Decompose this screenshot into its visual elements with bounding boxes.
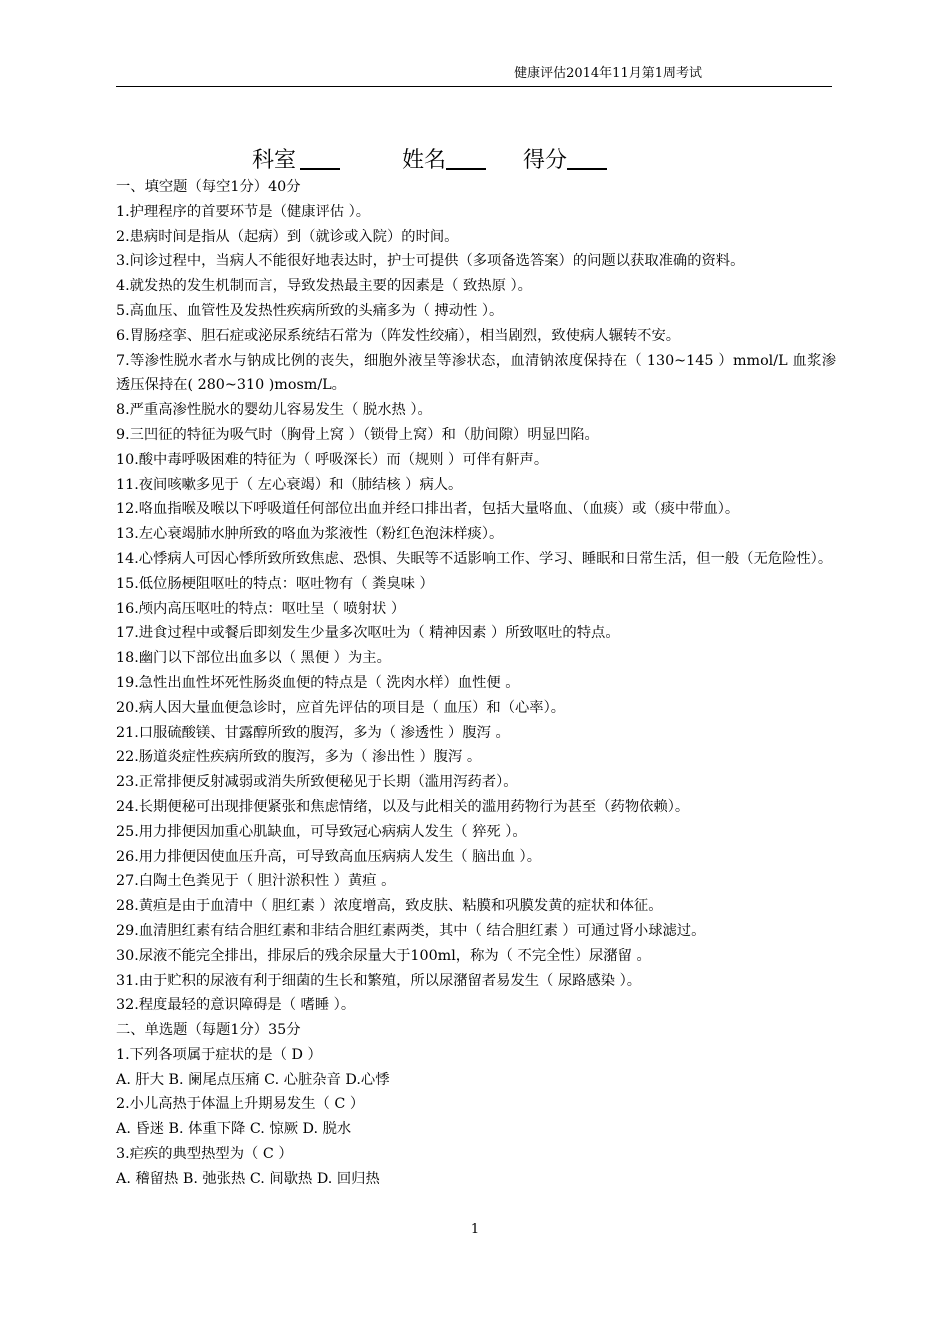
question-line: 26.用力排便因使血压升高，可导致高血压病病人发生（ 脑出血 ）。 [116, 848, 541, 865]
question-line: 4.就发热的发生机制而言，导致发热最主要的因素是（ 致热原 ）。 [116, 278, 532, 295]
question-line: 1.下列各项属于症状的是（ D ） [116, 1046, 322, 1063]
answer-options: A. 昏迷 B. 体重下降 C. 惊厥 D. 脱水 [116, 1121, 352, 1138]
page-header [116, 66, 832, 87]
department-field [252, 146, 340, 176]
question-line: 2.患病时间是指从（起病）到（就诊或入院）的时间。 [116, 228, 459, 245]
question-line: 24.长期便秘可出现排便紧张和焦虑情绪，以及与此相关的滥用药物行为甚至（药物依赖）。 [116, 798, 690, 815]
question-line: 17.进食过程中或餐后即刻发生少量多次呕吐为（ 精神因素 ）所致呕吐的特点。 [116, 625, 620, 642]
question-line: 19.急性出血性坏死性肠炎血便的特点是（ 洗肉水样）血性便 。 [116, 674, 520, 691]
question-line: 23.正常排便反射减弱或消失所致便秘见于长期（滥用泻药者）。 [116, 774, 518, 791]
name-blank [446, 146, 486, 170]
question-line: 22.肠道炎症性疾病所致的腹泻，多为（ 渗出性 ）腹泻 。 [116, 749, 482, 766]
question-line: 12.咯血指喉及喉以下呼吸道任何部位出血并经口排出者，包括大量咯血、（血痰）或（痰中带血）。 [116, 501, 740, 518]
question-line: 7.等渗性脱水者水与钠成比例的丧失，细胞外液呈等渗状态，血清钠浓度保持在（ 130~145 ）mmol/L 血浆渗透压保持在( 280~310 )mosm/L。 [116, 352, 836, 394]
score-blank [567, 146, 607, 170]
question-line: 8.严重高渗性脱水的婴幼儿容易发生（ 脱水热 ）。 [116, 402, 432, 419]
question-line: 9.三凹征的特征为吸气时（胸骨上窝 ）（锁骨上窝）和（肋间隙）明显凹陷。 [116, 426, 599, 443]
score-field [523, 146, 607, 176]
name-field [402, 146, 486, 176]
question-line: 3.疟疾的典型热型为（ C ） [116, 1146, 293, 1163]
section-heading-fill-blank: 一、填空题（每空1分）40分 [116, 179, 301, 195]
section-heading-single-choice: 二、单选题（每题1分）35分 [116, 1022, 301, 1039]
question-line: 5.高血压、血管性及发热性疾病所致的头痛多为（ 搏动性 ）。 [116, 302, 504, 319]
answer-options: A. 稽留热 B. 弛张热 C. 间歇热 D. 回归热 [116, 1170, 380, 1187]
score-label: 得分 [523, 148, 568, 173]
exam-info-row [0, 146, 950, 176]
department-label: 科室 [252, 148, 297, 173]
question-line: 15.低位肠梗阻呕吐的特点：呕吐物有（ 粪臭味 ） [116, 575, 434, 592]
question-line: 1.护理程序的首要环节是（健康评估 ）。 [116, 203, 371, 220]
header-title: 健康评估2014年11月第1周考试 [514, 66, 702, 81]
exam-content [116, 175, 836, 1192]
page-number: 1 [470, 1222, 480, 1237]
answer-options: A. 肝大 B. 阑尾点压痛 C. 心脏杂音 D.心悸 [116, 1071, 390, 1088]
question-line: 29.血清胆红素有结合胆红素和非结合胆红素两类，其中（ 结合胆红素 ）可通过肾小球滤过。 [116, 922, 706, 939]
question-line: 10.酸中毒呼吸困难的特征为（ 呼吸深长）而（规则 ）可伴有鼾声。 [116, 451, 549, 468]
question-line: 20.病人因大量血便急诊时，应首先评估的项目是（ 血压）和（心率）。 [116, 699, 566, 716]
question-line: 30.尿液不能完全排出，排尿后的残余尿量大于100ml，称为（ 不完全性）尿潴留 。 [116, 947, 651, 964]
question-line: 16.颅内高压呕吐的特点：呕吐呈（ 喷射状 ） [116, 600, 406, 617]
question-line: 31.由于贮积的尿液有利于细菌的生长和繁殖，所以尿潴留者易发生（ 尿路感染 ）。 [116, 972, 642, 989]
question-line: 11.夜间咳嗽多见于（ 左心衰竭）和（肺结核 ）病人。 [116, 476, 463, 493]
question-line: 13.左心衰竭肺水肿所致的咯血为浆液性（粉红色泡沫样痰）。 [116, 526, 504, 543]
question-line: 3.问诊过程中，当病人不能很好地表达时，护士可提供（多项备选答案）的问题以获取准确的资料。 [116, 253, 745, 270]
department-blank [300, 146, 340, 170]
question-line: 6.胃肠痉挛、胆石症或泌尿系统结石常为（阵发性绞痛），相当剧烈，致使病人辗转不安。 [116, 327, 681, 344]
question-line: 2.小儿高热于体温上升期易发生（ C ） [116, 1096, 365, 1113]
name-label: 姓名 [402, 148, 447, 173]
question-line: 25.用力排便因加重心肌缺血，可导致冠心病病人发生（ 猝死 ）。 [116, 823, 527, 840]
question-line: 21.口服硫酸镁、甘露醇所致的腹泻，多为（ 渗透性 ）腹泻 。 [116, 724, 510, 741]
question-line: 32.程度最轻的意识障碍是（ 嗜睡 ）。 [116, 997, 356, 1014]
question-line: 14.心悸病人可因心悸所致所致焦虑、恐惧、失眠等不适影响工作、学习、睡眠和日常生活，但一般（无危险性）。 [116, 550, 833, 567]
question-line: 28.黄疸是由于血清中（ 胆红素 ）浓度增高，致皮肤、粘膜和巩膜发黄的症状和体征。 [116, 898, 663, 915]
question-line: 18.幽门以下部位出血多以（ 黑便 ）为主。 [116, 650, 391, 667]
question-line: 27.白陶土色粪见于（ 胆汁淤积性 ）黄疸 。 [116, 873, 396, 890]
